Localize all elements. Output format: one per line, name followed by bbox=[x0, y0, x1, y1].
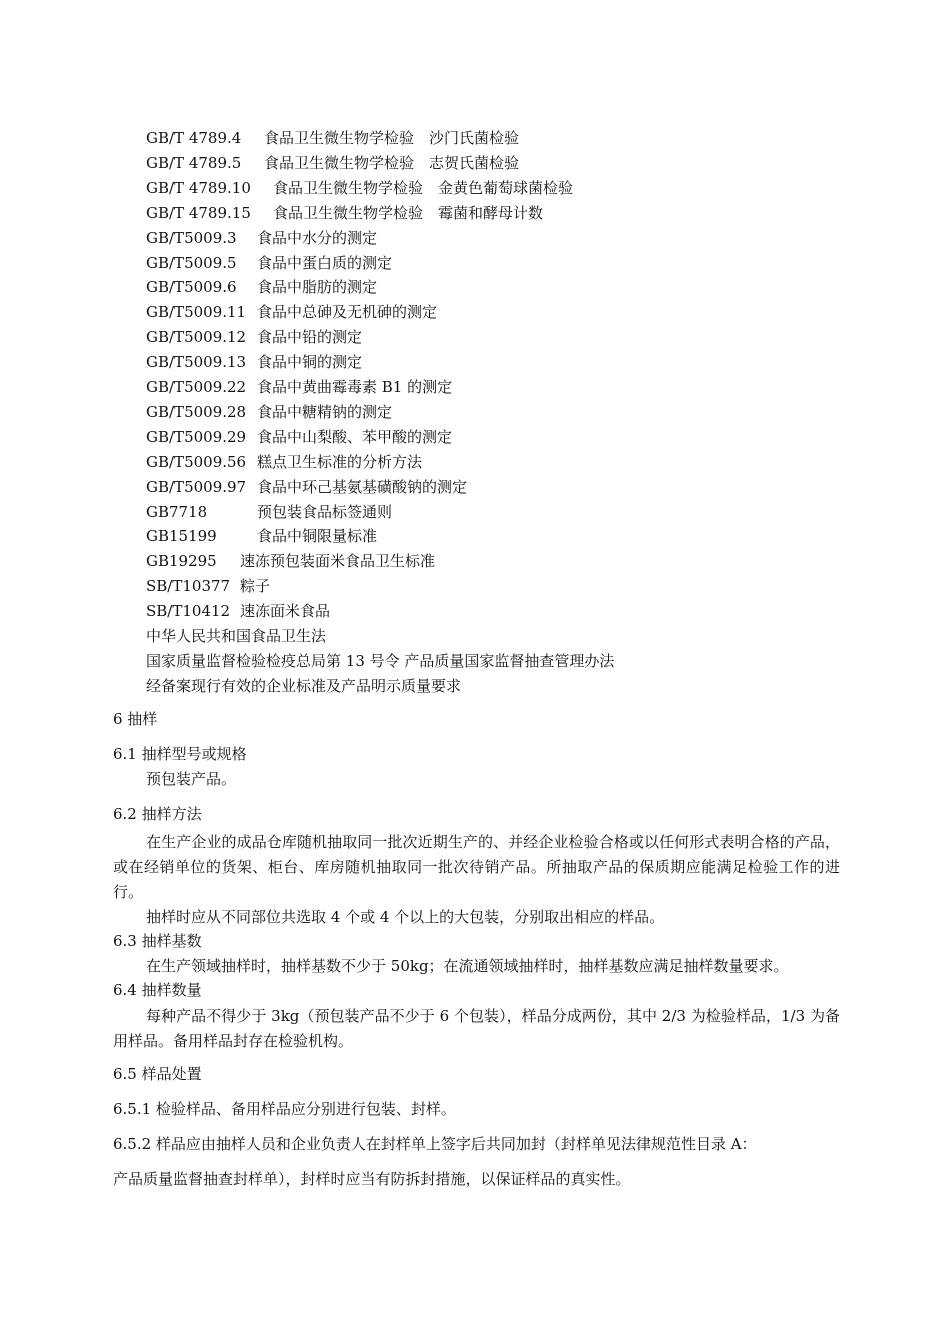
reference-title: 食品中山梨酸、苯甲酸的测定 bbox=[257, 427, 453, 446]
section-6-3-heading: 6.3 抽样基数 bbox=[113, 932, 202, 950]
reference-title: 糕点卫生标准的分析方法 bbox=[257, 452, 423, 471]
reference-item bbox=[146, 502, 392, 522]
reference-code: GB/T5009.11 bbox=[146, 303, 247, 322]
section-6-heading: 6 抽样 bbox=[113, 710, 158, 728]
reference-code: GB/T 4789.5 bbox=[146, 153, 242, 172]
reference-code: GB/T5009.6 bbox=[146, 278, 237, 297]
reference-code: GB/T5009.13 bbox=[146, 353, 247, 372]
reference-item bbox=[146, 327, 362, 347]
reference-item bbox=[146, 551, 435, 571]
section-6-2-paragraph-1 bbox=[113, 830, 840, 905]
reference-title: 食品卫生微生物学检验 霉菌和酵母计数 bbox=[273, 203, 544, 222]
reference-title: 国家质量监督检验检疫总局第 13 号令 产品质量国家监督抽查管理办法 bbox=[146, 651, 615, 670]
reference-title: 中华人民共和国食品卫生法 bbox=[146, 627, 327, 645]
reference-title: 粽子 bbox=[240, 577, 271, 596]
reference-title: 食品中脂肪的测定 bbox=[257, 278, 378, 297]
reference-item bbox=[146, 153, 519, 173]
reference-code: GB7718 bbox=[146, 502, 208, 521]
section-6-2-paragraph-2: 抽样时应从不同部位共选取 4 个或 4 个以上的大包装，分别取出相应的样品。 bbox=[146, 908, 665, 926]
reference-code: GB/T5009.28 bbox=[146, 402, 247, 421]
reference-title: 食品中铜限量标准 bbox=[257, 527, 378, 546]
reference-title: 食品卫生微生物学检验 沙门氏菌检验 bbox=[264, 129, 520, 147]
reference-code: GB15199 bbox=[146, 527, 217, 546]
reference-title: 食品卫生微生物学检验 金黄色葡萄球菌检验 bbox=[273, 178, 574, 197]
reference-item bbox=[146, 352, 362, 372]
section-6-4-heading: 6.4 抽样数量 bbox=[113, 981, 202, 999]
reference-item bbox=[146, 576, 270, 596]
reference-item bbox=[146, 402, 392, 422]
reference-title: 食品卫生微生物学检验 志贺氏菌检验 bbox=[264, 153, 520, 172]
section-6-1-text: 预包装产品。 bbox=[146, 770, 237, 788]
reference-code: GB/T5009.12 bbox=[146, 328, 247, 347]
reference-title: 食品中环己基氨基磺酸钠的测定 bbox=[257, 477, 468, 496]
reference-title: 速冻预包装面米食品卫生标准 bbox=[240, 552, 436, 571]
reference-item bbox=[146, 128, 519, 148]
section-6-1-heading: 6.1 抽样型号或规格 bbox=[113, 745, 247, 763]
section-6-2-heading: 6.2 抽样方法 bbox=[113, 805, 202, 823]
reference-code: GB/T5009.3 bbox=[146, 228, 237, 247]
reference-code: SB/T10377 bbox=[146, 577, 231, 596]
reference-item bbox=[146, 178, 573, 198]
reference-code: GB19295 bbox=[146, 552, 217, 571]
reference-code: GB/T5009.56 bbox=[146, 452, 247, 471]
reference-title: 预包装食品标签通则 bbox=[257, 502, 393, 521]
reference-item bbox=[146, 277, 377, 297]
reference-title: 速冻面米食品 bbox=[240, 602, 331, 621]
reference-code: GB/T5009.97 bbox=[146, 477, 247, 496]
section-6-3-text: 在生产领域抽样时，抽样基数不少于 50kg；在流通领域抽样时，抽样基数应满足抽样数量要求。 bbox=[146, 957, 789, 975]
section-6-5-heading: 6.5 样品处置 bbox=[113, 1065, 202, 1083]
reference-item bbox=[146, 253, 392, 273]
reference-code: GB/T5009.22 bbox=[146, 378, 247, 396]
reference-code: SB/T10412 bbox=[146, 602, 231, 621]
reference-title: 食品中铜的测定 bbox=[257, 353, 363, 372]
reference-code: GB/T 4789.15 bbox=[146, 203, 251, 222]
reference-item bbox=[146, 203, 543, 223]
reference-title: 食品中黄曲霉毒素 B1 的测定 bbox=[257, 378, 453, 396]
reference-title: 经备案现行有效的企业标准及产品明示质量要求 bbox=[146, 676, 462, 695]
section-6-5-2-item-line-2: 产品质量监督抽查封样单），封样时应当有防拆封措施，以保证样品的真实性。 bbox=[113, 1170, 631, 1188]
reference-item bbox=[146, 676, 461, 696]
reference-item bbox=[146, 626, 326, 646]
reference-item bbox=[146, 651, 614, 671]
reference-code: GB/T 4789.4 bbox=[146, 129, 242, 147]
reference-code: GB/T5009.5 bbox=[146, 253, 237, 272]
reference-title: 食品中糖精钠的测定 bbox=[257, 402, 393, 421]
reference-item bbox=[146, 477, 467, 497]
reference-title: 食品中水分的测定 bbox=[257, 228, 378, 247]
reference-item bbox=[146, 601, 330, 621]
section-6-4-paragraph bbox=[113, 1004, 840, 1054]
reference-item bbox=[146, 377, 452, 397]
section-6-5-2-item-line-1: 6.5.2 样品应由抽样人员和企业负责人在封样单上签字后共同加封（封样单见法律规范性目录 A： bbox=[113, 1135, 757, 1153]
reference-code: GB/T 4789.10 bbox=[146, 178, 251, 197]
section-6-2-paragraph-1-text: 在生产企业的成品仓库随机抽取同一批次近期生产的、并经企业检验合格或以任何形式表明合格的产品，或在经销单位的货架、柜台、库房随机抽取同一批次待销产品。所抽取产品的保质期应能满足检验工作的进行。 bbox=[113, 833, 840, 901]
reference-item bbox=[146, 452, 422, 472]
reference-item bbox=[146, 228, 377, 248]
reference-item bbox=[146, 427, 452, 447]
reference-item bbox=[146, 526, 377, 546]
reference-item bbox=[146, 302, 437, 322]
reference-title: 食品中铅的测定 bbox=[257, 328, 363, 347]
section-6-5-1-item: 6.5.1 检验样品、备用样品应分别进行包装、封样。 bbox=[113, 1100, 456, 1118]
reference-code: GB/T5009.29 bbox=[146, 427, 247, 446]
reference-title: 食品中总砷及无机砷的测定 bbox=[257, 303, 438, 322]
section-6-4-paragraph-text: 每种产品不得少于 3kg（预包装产品不少于 6 个包装），样品分成两份，其中 2/3 为检验样品，1/3 为备用样品。备用样品封存在检验机构。 bbox=[113, 1007, 840, 1050]
reference-title: 食品中蛋白质的测定 bbox=[257, 253, 393, 272]
